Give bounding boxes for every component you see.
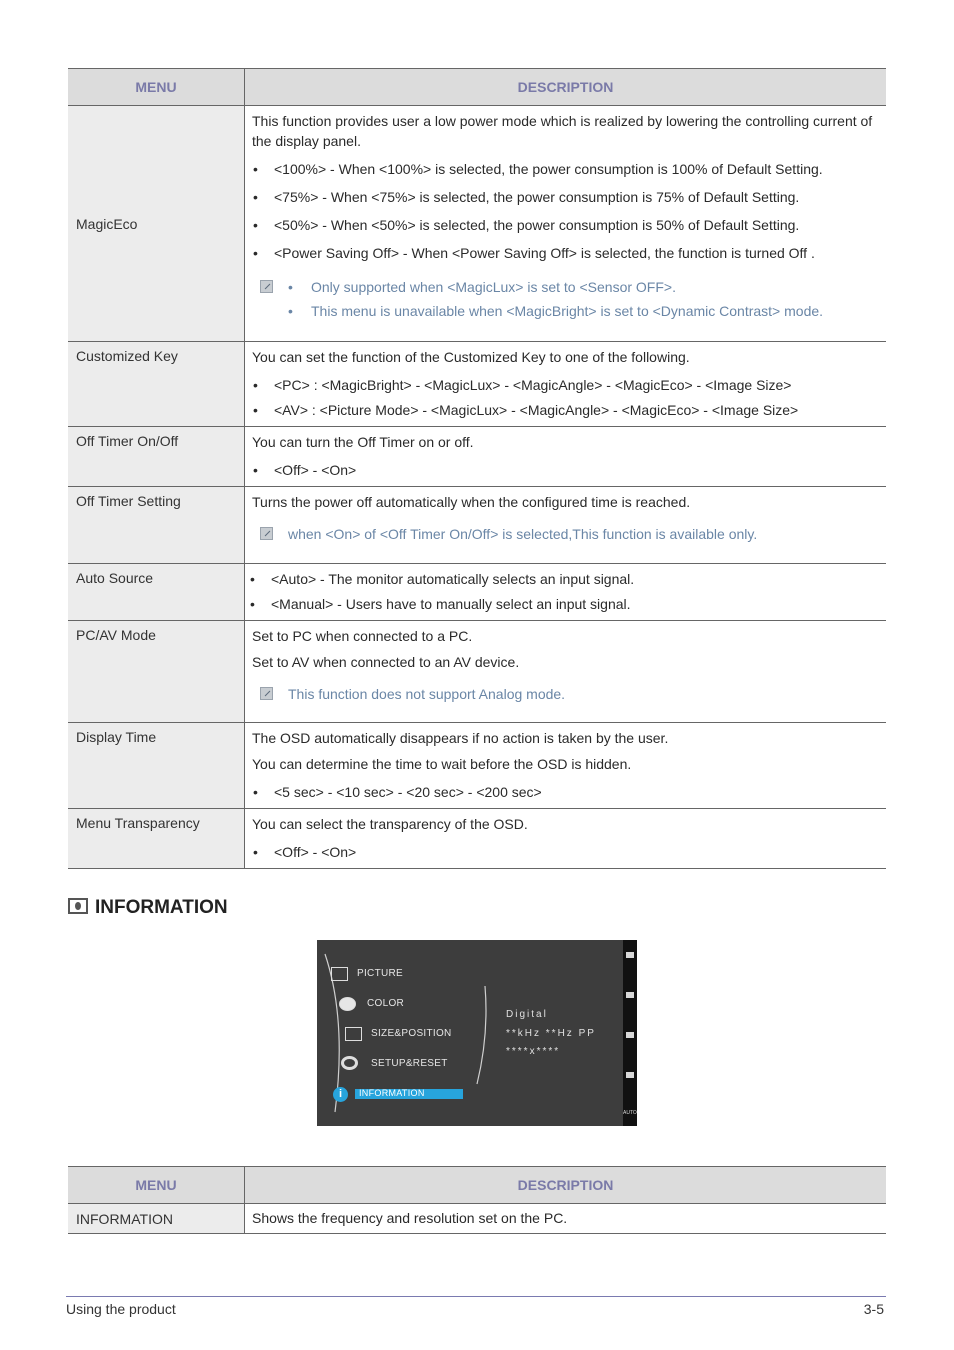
table-row	[68, 487, 886, 564]
osd-info-line: Digital	[506, 1009, 548, 1020]
close-icon	[626, 952, 634, 958]
description-text: You can determine the time to wait before the OSD is hidden.	[252, 756, 632, 772]
list-item: • <75%> - When <75%> is selected, the power consumption is 75% of Default Setting.	[252, 187, 879, 207]
description-cell	[245, 809, 887, 869]
note-text: This function does not support Analog mode.	[288, 686, 566, 702]
menu-cell: MagicEco	[68, 106, 245, 342]
osd-info-line: **kHz **Hz PP	[506, 1028, 596, 1039]
description-cell	[245, 427, 887, 487]
menu-column-header: MENU	[68, 69, 245, 106]
description-cell	[245, 564, 887, 621]
osd-info-line: ****x****	[506, 1046, 561, 1057]
osd-menu-item: PICTURE	[357, 968, 403, 979]
note-item: • This menu is unavailable when <MagicBright> is set to <Dynamic Contrast> mode.	[288, 301, 879, 321]
list-item: • <Auto> - The monitor automatically selects an input signal.	[249, 569, 879, 589]
section-heading	[68, 897, 228, 919]
description-cell	[245, 621, 887, 723]
description-cell	[245, 342, 887, 427]
description-cell	[245, 487, 887, 564]
description-text: You can set the function of the Customized Key to one of the following.	[252, 349, 690, 365]
description-text: Set to PC when connected to a PC.	[252, 628, 473, 644]
osd-selected-item	[355, 1089, 463, 1099]
table-row	[68, 723, 886, 809]
list-item: • <Manual> - Users have to manually select an input signal.	[249, 594, 879, 614]
table-header-row	[68, 69, 886, 106]
menu-cell: Off Timer On/Off	[68, 427, 245, 487]
size-position-icon	[345, 1027, 362, 1041]
description-cell	[245, 106, 887, 342]
list-item: • <Off> - <On>	[252, 460, 879, 480]
menu-cell: Auto Source	[68, 564, 245, 621]
osd-menu-item: SIZE&POSITION	[371, 1028, 452, 1039]
down-arrow-icon	[626, 1032, 634, 1038]
information-table	[68, 1166, 886, 1234]
color-icon	[339, 997, 356, 1011]
osd-button-strip	[623, 940, 637, 1126]
menu-cell: Customized Key	[68, 342, 245, 427]
picture-icon	[331, 967, 348, 981]
table-row	[68, 621, 886, 723]
description-text: Shows the frequency and resolution set on the PC.	[252, 1210, 568, 1226]
section-title-text: INFORMATION	[95, 897, 228, 918]
description-text: This function provides user a low power mode which is realized by lowering the controlling current of the display panel.	[252, 113, 873, 149]
menu-cell: Display Time	[68, 723, 245, 809]
note-item: • Only supported when <MagicLux> is set to <Sensor OFF>.	[288, 277, 879, 297]
osd-menu-item: COLOR	[367, 998, 405, 1009]
table-header-row	[68, 1167, 886, 1204]
menu-cell: Menu Transparency	[68, 809, 245, 869]
note-icon	[260, 687, 273, 700]
osd-screenshot	[317, 940, 637, 1126]
table-row	[68, 809, 886, 869]
description-text: Turns the power off automatically when the configured time is reached.	[252, 494, 691, 510]
table-row	[68, 1204, 886, 1234]
menu-column-header: MENU	[68, 1167, 245, 1204]
note-text: when <On> of <Off Timer On/Off> is selected,This function is available only.	[288, 526, 758, 542]
menu-cell: INFORMATION	[68, 1204, 245, 1234]
list-item: • <Power Saving Off> - When <Power Saving Off> is selected, the function is turned Off .	[252, 243, 879, 263]
description-text: You can select the transparency of the OSD.	[252, 816, 528, 832]
list-item: • <Off> - <On>	[252, 842, 879, 862]
footer-divider	[66, 1296, 886, 1297]
table-row	[68, 564, 886, 621]
info-icon	[68, 898, 88, 914]
footer-section-name: Using the product	[66, 1301, 176, 1317]
description-text: Set to AV when connected to an AV device.	[252, 654, 520, 670]
list-item: • <5 sec> - <10 sec> - <20 sec> - <200 sec>	[252, 782, 879, 802]
description-text: You can turn the Off Timer on or off.	[252, 434, 474, 450]
menu-table	[68, 68, 886, 869]
note-icon	[260, 280, 273, 293]
page-number: 3-5	[863, 1301, 884, 1317]
osd-menu-item: INFORMATION	[359, 1088, 425, 1098]
list-item: • <50%> - When <50%> is selected, the power consumption is 50% of Default Setting.	[252, 215, 879, 235]
note-block	[252, 277, 879, 321]
table-row	[68, 342, 886, 427]
description-text: The OSD automatically disappears if no action is taken by the user.	[252, 730, 669, 746]
list-item: • <100%> - When <100%> is selected, the power consumption is 100% of Default Setting.	[252, 159, 879, 179]
list-item: • <AV> : <Picture Mode> - <MagicLux> - <MagicAngle> - <MagicEco> - <Image Size>	[252, 400, 879, 420]
osd-menu-item: SETUP&RESET	[371, 1058, 448, 1069]
description-column-header: DESCRIPTION	[245, 1167, 887, 1204]
menu-cell: Off Timer Setting	[68, 487, 245, 564]
gear-icon	[341, 1056, 358, 1070]
table-row	[68, 427, 886, 487]
table-row	[68, 106, 886, 342]
auto-label: AUTO	[623, 1110, 637, 1116]
list-item: • <PC> : <MagicBright> - <MagicLux> - <MagicAngle> - <MagicEco> - <Image Size>	[252, 375, 879, 395]
description-cell	[245, 723, 887, 809]
note-icon	[260, 527, 273, 540]
menu-cell: PC/AV Mode	[68, 621, 245, 723]
note-block	[252, 684, 879, 704]
description-column-header: DESCRIPTION	[245, 69, 887, 106]
up-arrow-icon	[626, 992, 634, 998]
info-icon: i	[333, 1087, 348, 1102]
enter-icon	[626, 1072, 634, 1078]
description-cell	[245, 1204, 887, 1234]
note-block	[252, 524, 879, 544]
